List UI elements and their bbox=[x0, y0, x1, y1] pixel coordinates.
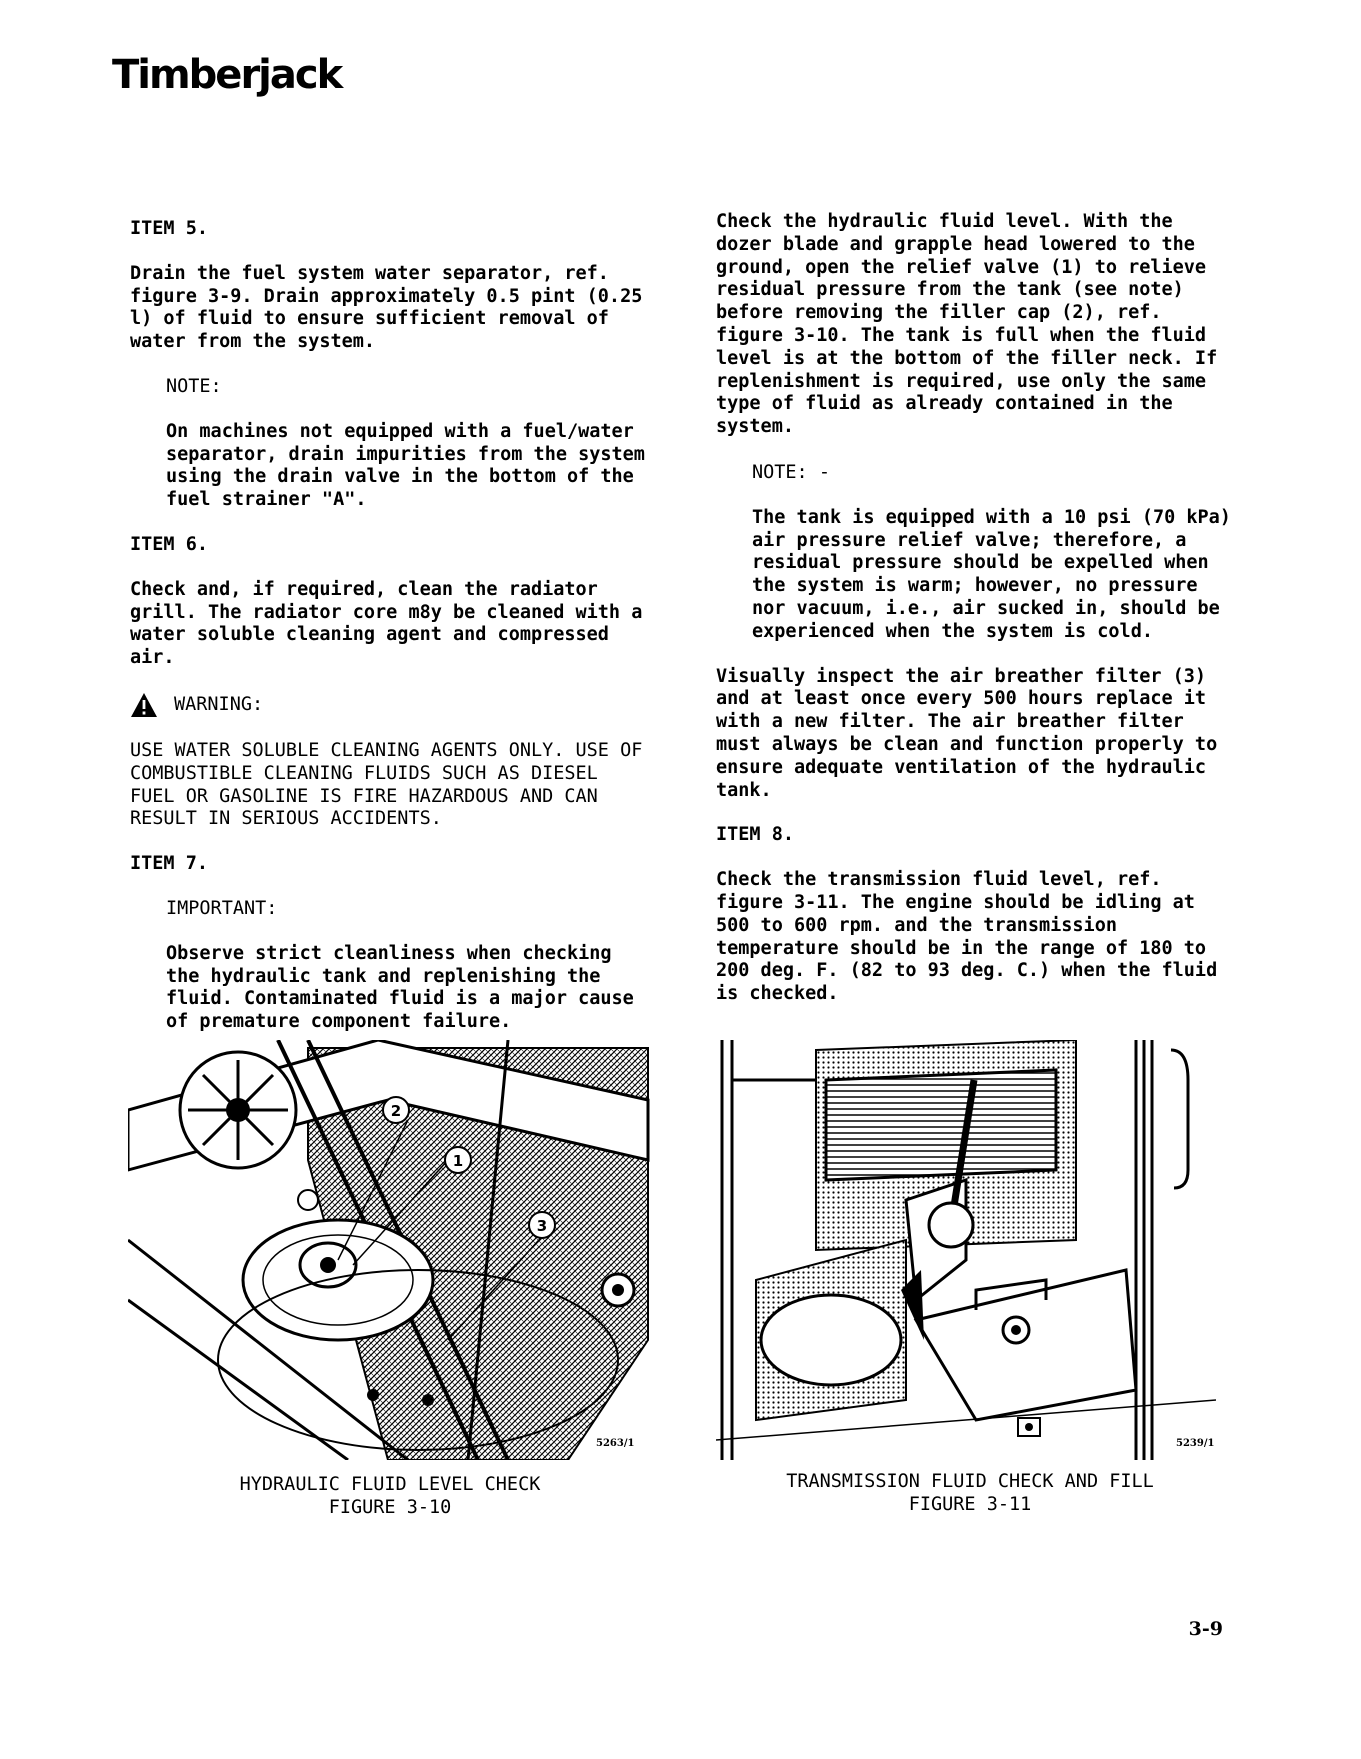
hydraulic-tank-illustration bbox=[128, 1040, 650, 1460]
warning-label: WARNING: bbox=[174, 693, 264, 715]
figure-caption-right bbox=[740, 1470, 1200, 1516]
figure-callout-3 bbox=[529, 1212, 555, 1238]
item5-text: Drain the fuel system water separator, ref. figure 3-9. Drain approximately 0.5 pint (0.25 l) of fluid to ensure sufficient removal of water from the system. bbox=[130, 262, 643, 353]
warning-text: USE WATER SOLUBLE CLEANING AGENTS ONLY. USE OF COMBUSTIBLE CLEANING FLUIDS SUCH AS DIESEL FUEL OR GASOLINE IS FIRE HAZARDOUS AND CAN RESULT IN SERIOUS ACCIDENTS. bbox=[130, 739, 643, 830]
figure-number-right: 5239/1 bbox=[1176, 1438, 1215, 1449]
caption-right-number: FIGURE 3-11 bbox=[908, 1494, 1032, 1515]
warning-heading bbox=[130, 692, 650, 718]
right-note-text: The tank is equipped with a 10 psi (70 kPa) air pressure relief valve; therefore, a residual pressure should be expelled when the system is warm; however, no pressure nor vacuum, i.e., air sucked in, should be experienced when the system is cold. bbox=[752, 506, 1231, 642]
callout-2-text: 2 bbox=[390, 1102, 402, 1120]
callout-1-text: 1 bbox=[452, 1152, 464, 1170]
callout-3-text: 3 bbox=[536, 1217, 548, 1235]
caption-right-title: TRANSMISSION FLUID CHECK AND FILL bbox=[786, 1471, 1154, 1492]
warning-icon bbox=[130, 692, 158, 718]
item6-heading: ITEM 6. bbox=[130, 533, 208, 555]
page-number: 3-9 bbox=[1188, 1618, 1223, 1640]
breather-filter-text: Visually inspect the air breather filter (3) and at least once every 500 hours replace it with a new filter. The air breather filter must always be clean and function properly to ensure adequate ventilation of the hydraulic tank. bbox=[716, 665, 1218, 801]
brand-logo: Timberjack bbox=[112, 52, 342, 98]
transmission-illustration bbox=[716, 1040, 1216, 1460]
item6-text: Check and, if required, clean the radiator grill. The radiator core m8y be cleaned with a water soluble cleaning agent and compressed air. bbox=[130, 578, 643, 669]
note-text: On machines not equipped with a fuel/water separator, drain impurities from the system using the drain valve in the bottom of the fuel strainer "A". bbox=[166, 420, 645, 511]
figure-number-left: 5263/1 bbox=[596, 1438, 635, 1449]
important-text: Observe strict cleanliness when checking the hydraulic tank and replenishing the fluid. Contaminated fluid is a major cause of premature component failure. bbox=[166, 942, 634, 1033]
left-column bbox=[130, 218, 650, 1034]
important-label: IMPORTANT: bbox=[166, 897, 278, 919]
figure-caption-left bbox=[180, 1473, 600, 1519]
hydraulic-check-text: Check the hydraulic fluid level. With the dozer blade and grapple head lowered to the ground, open the relief valve (1) to relieve residual pressure from the tank (see note) before removing the filler cap (2), ref. figure 3-10. The tank is full when the fluid level is at the bottom of the filler neck. If replenishment is required, use only the same type of fluid as already contained in the system. bbox=[716, 211, 1218, 438]
caption-left-title: HYDRAULIC FLUID LEVEL CHECK bbox=[239, 1474, 541, 1495]
item7-heading: ITEM 7. bbox=[130, 853, 208, 875]
right-column bbox=[716, 211, 1236, 1006]
figure-callout-1 bbox=[445, 1147, 471, 1173]
item8-text: Check the transmission fluid level, ref. figure 3-11. The engine should be idling at 500 to 600 rpm. and the transmission temperature should be in the range of 180 to 200 deg. F. (82 to 93 deg. C.) when the fluid is checked. bbox=[716, 869, 1218, 1005]
item5-heading: ITEM 5. bbox=[130, 218, 208, 239]
figure-callout-2 bbox=[383, 1097, 409, 1123]
note-label: NOTE: bbox=[166, 375, 222, 397]
item8-heading: ITEM 8. bbox=[716, 824, 794, 846]
fill-plug-icon bbox=[1018, 1418, 1040, 1436]
right-note-label: NOTE: - bbox=[752, 461, 830, 483]
caption-left-number: FIGURE 3-10 bbox=[328, 1497, 452, 1518]
